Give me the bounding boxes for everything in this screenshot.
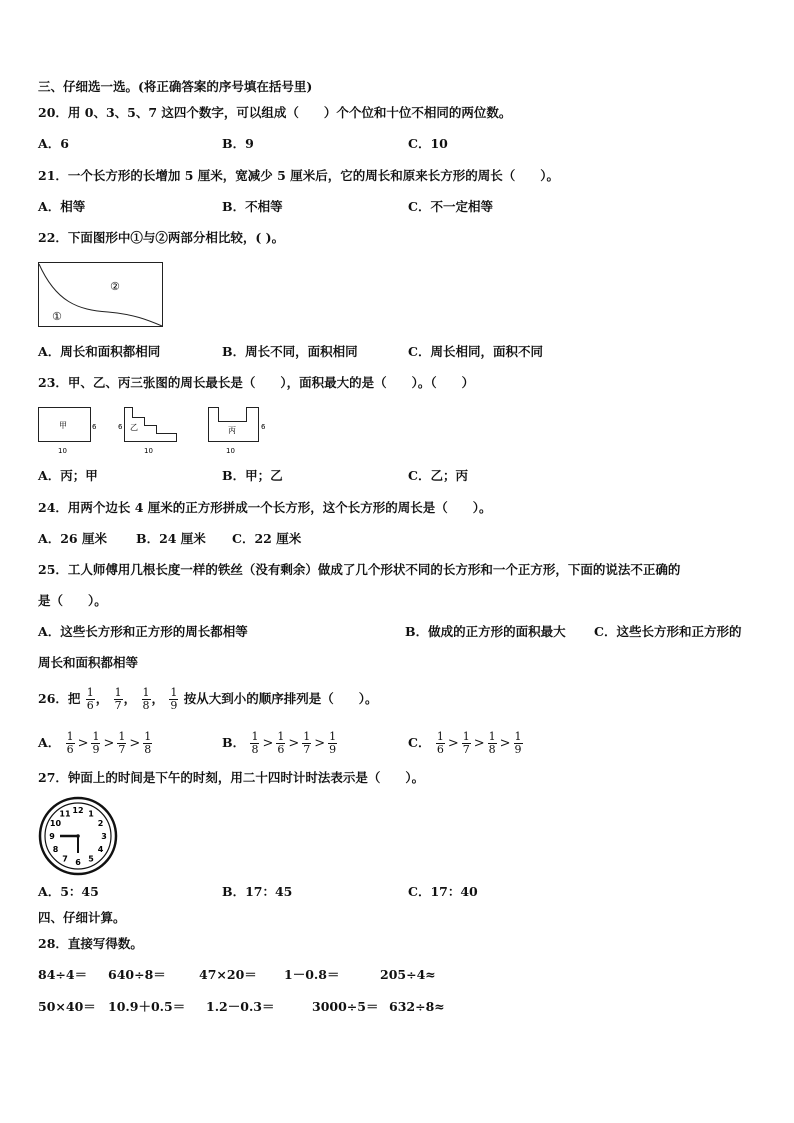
section-4-heading: 四、仔细计算。 (38, 910, 126, 925)
q28-r1-item-5: 205÷4≈ (380, 967, 436, 982)
q25-stem-line-2: 是（ ）。 (38, 593, 107, 608)
clock-numeral: 6 (75, 858, 81, 867)
fraction-1-8: $\frac{1}{8}$ (142, 686, 150, 712)
q23-figure-yi-label: 乙 (130, 423, 138, 432)
q23-option-c[interactable]: C．乙；丙 (408, 468, 468, 483)
q21-option-c[interactable]: C．不一定相等 (408, 199, 493, 214)
q23-figure-bing-width: 10 (226, 447, 235, 455)
q21-stem: 21．一个长方形的长增加 5 厘米，宽减少 5 厘米后，它的周长和原来长方形的周长（ ）。 (38, 168, 559, 183)
q23-option-b[interactable]: B．甲；乙 (222, 468, 283, 483)
q22-figure (38, 262, 164, 328)
q23-figure-bing-label: 丙 (228, 426, 236, 435)
fraction-1-6: $\frac{1}{6}$ (86, 686, 94, 712)
q20-stem: 20．用 0、3、5、7 这四个数字，可以组成（ ）个个位和十位不相同的两位数。 (38, 105, 512, 120)
q24-stem: 24．用两个边长 4 厘米的正方形拼成一个长方形，这个长方形的周长是（ ）。 (38, 500, 492, 515)
clock-numeral: 4 (97, 845, 104, 854)
q26-option-a[interactable]: A． $\frac{1}{6}$ > $\frac{1}{9}$ > $\frac{1}{7}$ > $\frac{1}{8}$ (38, 730, 152, 756)
q23-figure-jia-label: 甲 (59, 421, 67, 430)
q22-option-c[interactable]: C．周长相同，面积不同 (408, 344, 543, 359)
q28-r2-item-1: 50×40＝ (38, 999, 96, 1014)
q22-option-b[interactable]: B．周长不同，面积相同 (222, 344, 358, 359)
q26-stem: 26．把 $\frac{1}{6}$ ， $\frac{1}{7}$ ， $\frac{1}{8}$ ， $\frac{1}{9}$ 按从大到小的顺序排列是（ ）。 (38, 686, 378, 712)
clock-numeral: 10 (49, 819, 62, 828)
q28-r1-item-4: 1－0.8＝ (284, 967, 340, 982)
q28-stem: 28．直接写得数。 (38, 936, 143, 951)
q20-option-a[interactable]: A．6 (38, 136, 69, 151)
q24-option-b[interactable]: B．24 厘米 (136, 531, 206, 546)
q25-option-b[interactable]: B．做成的正方形的面积最大 (405, 624, 566, 639)
q23-figure-jia-width: 10 (58, 447, 67, 455)
q23-figure-jia-height: 6 (92, 423, 97, 431)
q20-option-b[interactable]: B．9 (222, 136, 254, 151)
q27-stem: 27．钟面上的时间是下午的时刻，用二十四时计时法表示是（ ）。 (38, 770, 425, 785)
q25-option-c[interactable]: C．这些长方形和正方形的 (594, 624, 742, 639)
q27-option-a[interactable]: A．5：45 (38, 884, 99, 899)
q22-stem: 22．下面图形中①与②两部分相比较，( )。 (38, 230, 285, 245)
q28-r2-item-4: 3000÷5＝ (312, 999, 379, 1014)
q26-option-b[interactable]: B． $\frac{1}{8}$ > $\frac{1}{6}$ > $\frac{1}{7}$ > $\frac{1}{9}$ (222, 730, 337, 756)
clock-numeral: 2 (97, 819, 104, 828)
q24-option-a[interactable]: A．26 厘米 (38, 531, 107, 546)
clock-numeral: 11 (59, 809, 71, 819)
q21-option-a[interactable]: A．相等 (38, 199, 86, 214)
q28-r2-item-5: 632÷8≈ (389, 999, 445, 1014)
q25-option-c-continued: 周长和面积都相等 (38, 655, 139, 670)
q25-option-a[interactable]: A．这些长方形和正方形的周长都相等 (38, 624, 248, 639)
q23-option-a[interactable]: A．丙；甲 (38, 468, 98, 483)
q28-r1-item-2: 640÷8＝ (108, 967, 166, 982)
q23-figure-yi-width: 10 (144, 447, 153, 455)
q23-figure-bing-height: 6 (261, 423, 266, 431)
q28-r2-item-2: 10.9＋0.5＝ (108, 999, 186, 1014)
q28-r2-item-3: 1.2－0.3＝ (206, 999, 275, 1014)
q24-option-c[interactable]: C．22 厘米 (232, 531, 302, 546)
q22-region-2-label: ② (110, 280, 120, 293)
q23-figures (36, 403, 276, 455)
clock-numeral: 3 (101, 832, 107, 841)
q22-option-a[interactable]: A．周长和面积都相同 (38, 344, 161, 359)
fraction-1-7: $\frac{1}{7}$ (114, 686, 122, 712)
q21-option-b[interactable]: B．不相等 (222, 199, 283, 214)
q28-r1-item-1: 84÷4＝ (38, 967, 88, 982)
clock-numeral: 5 (88, 854, 94, 864)
fraction-1-9: $\frac{1}{9}$ (170, 686, 178, 712)
section-3-heading: 三、仔细选一选。(将正确答案的序号填在括号里) (38, 79, 313, 94)
q25-stem-line-1: 25．工人师傅用几根长度一样的铁丝（没有剩余）做成了几个形状不同的长方形和一个正方形，下面的说法不正确的 (38, 562, 681, 577)
q23-figure-yi-height: 6 (118, 423, 123, 431)
clock-numeral: 12 (72, 806, 84, 815)
q28-r1-item-3: 47×20＝ (199, 967, 257, 982)
q23-stem: 23．甲、乙、丙三张图的周长最长是（ ），面积最大的是（ ）。（ ） (38, 375, 475, 390)
clock-numeral: 8 (52, 845, 59, 854)
q27-clock-figure (38, 796, 120, 876)
q27-option-b[interactable]: B．17：45 (222, 884, 293, 899)
q27-option-c[interactable]: C．17：40 (408, 884, 478, 899)
q26-option-c[interactable]: C． $\frac{1}{6}$ > $\frac{1}{7}$ > $\frac{1}{8}$ > $\frac{1}{9}$ (408, 730, 522, 756)
clock-numeral: 1 (88, 809, 94, 819)
q22-region-1-label: ① (52, 310, 62, 323)
q20-option-c[interactable]: C．10 (408, 136, 448, 151)
clock-numeral: 9 (49, 832, 55, 841)
clock-numeral: 7 (62, 854, 68, 864)
